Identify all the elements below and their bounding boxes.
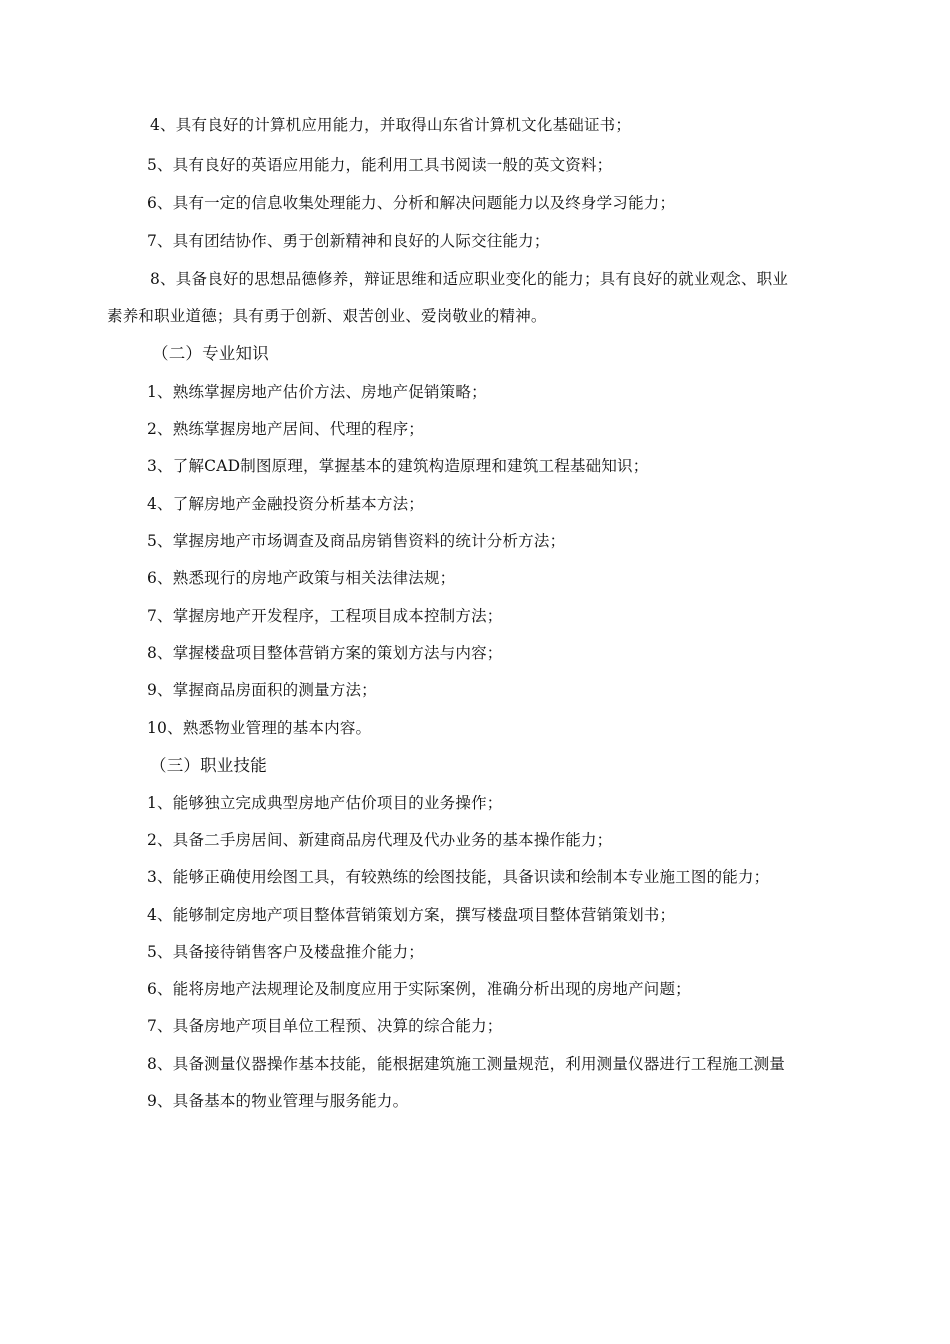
knowledge-item-2: 2、熟练掌握房地产居间、代理的程序； xyxy=(147,420,424,438)
knowledge-item-1: 1、熟练掌握房地产估价方法、房地产促销策略； xyxy=(147,383,487,401)
knowledge-item-6: 6、熟悉现行的房地产政策与相关法律法规； xyxy=(147,569,456,587)
skill-item-4: 4、能够制定房地产项目整体营销策划方案，撰写楼盘项目整体营销策划书； xyxy=(147,906,676,924)
knowledge-item-8: 8、掌握楼盘项目整体营销方案的策划方法与内容； xyxy=(147,644,503,662)
knowledge-item-5: 5、掌握房地产市场调查及商品房销售资料的统计分析方法； xyxy=(147,532,566,550)
ability-item-8-continued: 素养和职业道德；具有勇于创新、艰苦创业、爱岗敬业的精神。 xyxy=(107,307,547,325)
skill-item-5: 5、具备接待销售客户及楼盘推介能力； xyxy=(147,943,424,961)
ability-item-7: 7、具有团结协作、勇于创新精神和良好的人际交往能力； xyxy=(147,232,550,250)
section-heading-knowledge: （二）专业知识 xyxy=(152,344,269,363)
knowledge-item-7: 7、掌握房地产开发程序，工程项目成本控制方法； xyxy=(147,607,503,625)
skill-item-2: 2、具备二手房居间、新建商品房代理及代办业务的基本操作能力； xyxy=(147,831,613,849)
knowledge-item-10: 10、熟悉物业管理的基本内容。 xyxy=(147,719,372,737)
ability-item-5: 5、具有良好的英语应用能力，能利用工具书阅读一般的英文资料； xyxy=(147,156,613,174)
skill-item-8: 8、具备测量仪器操作基本技能，能根据建筑施工测量规范，利用测量仪器进行工程施工测量 xyxy=(147,1055,786,1073)
ability-item-6: 6、具有一定的信息收集处理能力、分析和解决问题能力以及终身学习能力； xyxy=(147,194,676,212)
ability-item-8: 8、具备良好的思想品德修养，辩证思维和适应职业变化的能力；具有良好的就业观念、职业 xyxy=(150,270,789,288)
skill-item-1: 1、能够独立完成典型房地产估价项目的业务操作； xyxy=(147,794,503,812)
skill-item-7: 7、具备房地产项目单位工程预、决算的综合能力； xyxy=(147,1017,503,1035)
ability-item-4: 4、具有良好的计算机应用能力，并取得山东省计算机文化基础证书； xyxy=(150,116,632,134)
knowledge-item-9: 9、掌握商品房面积的测量方法； xyxy=(147,681,377,699)
skill-item-9: 9、具备基本的物业管理与服务能力。 xyxy=(147,1092,409,1110)
skill-item-6: 6、能将房地产法规理论及制度应用于实际案例，准确分析出现的房地产问题； xyxy=(147,980,691,998)
section-heading-skills: （三）职业技能 xyxy=(150,756,267,775)
knowledge-item-4: 4、了解房地产金融投资分析基本方法； xyxy=(147,495,424,513)
skill-item-3: 3、能够正确使用绘图工具，有较熟练的绘图技能，具备识读和绘制本专业施工图的能力； xyxy=(147,868,770,886)
knowledge-item-3: 3、了解CAD制图原理，掌握基本的建筑构造原理和建筑工程基础知识； xyxy=(147,457,649,475)
